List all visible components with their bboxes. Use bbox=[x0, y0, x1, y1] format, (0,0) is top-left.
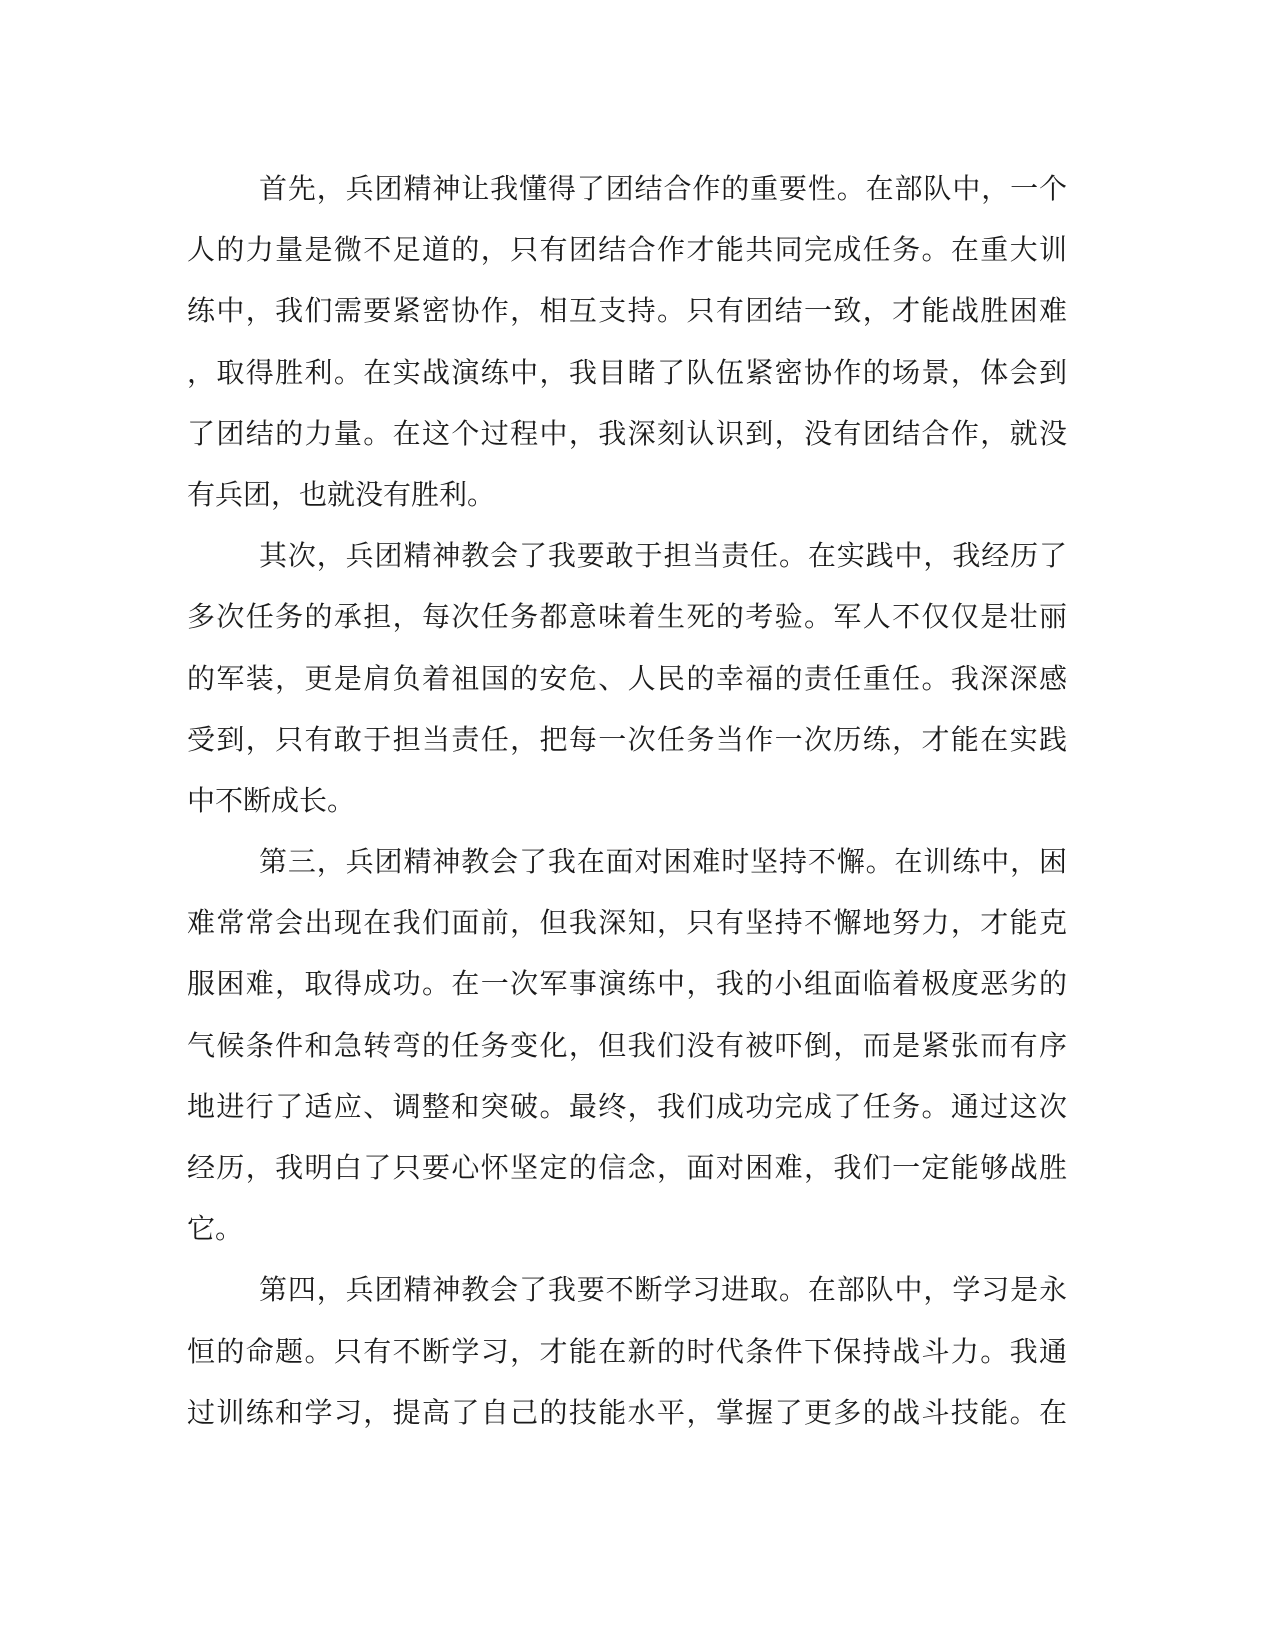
text-line: 有兵团，也就没有胜利。 bbox=[187, 477, 496, 511]
paragraph-4 bbox=[187, 1259, 1067, 1443]
text-line: 了团结的力量。在这个过程中，我深刻认识到，没有团结合作，就没 bbox=[187, 416, 1067, 450]
text-line: 人的力量是微不足道的，只有团结合作才能共同完成任务。在重大训 bbox=[187, 233, 1067, 267]
text-line: 恒的命题。只有不断学习，才能在新的时代条件下保持战斗力。我通 bbox=[187, 1334, 1067, 1368]
text-line: 经历，我明白了只要心怀坚定的信念，面对困难，我们一定能够战胜 bbox=[187, 1151, 1067, 1184]
paragraph-1 bbox=[187, 158, 1067, 525]
text-line: 过训练和学习，提高了自己的技能水平，掌握了更多的战斗技能。在 bbox=[187, 1395, 1067, 1429]
text-line: 它。 bbox=[187, 1212, 244, 1246]
text-line: 其次，兵团精神教会了我要敢于担当责任。在实践中，我经历了 bbox=[259, 539, 1067, 573]
text-line: 难常常会出现在我们面前，但我深知，只有坚持不懈地努力，才能克 bbox=[187, 906, 1067, 940]
paragraph-3 bbox=[187, 831, 1067, 1259]
text-line: 气候条件和急转弯的任务变化，但我们没有被吓倒，而是紧张而有序 bbox=[187, 1028, 1067, 1062]
text-line: 受到，只有敢于担当责任，把每一次任务当作一次历练，才能在实践 bbox=[187, 722, 1067, 756]
text-line: 第三，兵团精神教会了我在面对困难时坚持不懈。在训练中，困 bbox=[259, 845, 1067, 879]
text-line: 地进行了适应、调整和突破。最终，我们成功完成了任务。通过这次 bbox=[187, 1089, 1067, 1123]
document-body bbox=[187, 158, 1067, 1443]
text-line: 第四，兵团精神教会了我要不断学习进取。在部队中，学习是永 bbox=[259, 1273, 1067, 1307]
text-line: 多次任务的承担，每次任务都意味着生死的考验。军人不仅仅是壮丽 bbox=[187, 600, 1067, 634]
text-line: 服困难，取得成功。在一次军事演练中，我的小组面临着极度恶劣的 bbox=[187, 967, 1067, 1001]
paragraph-2 bbox=[187, 525, 1067, 831]
text-line: 中不断成长。 bbox=[187, 783, 356, 817]
text-line: ，取得胜利。在实战演练中，我目睹了队伍紧密协作的场景，体会到 bbox=[187, 355, 1067, 389]
text-line: 首先，兵团精神让我懂得了团结合作的重要性。在部队中，一个 bbox=[259, 172, 1067, 205]
text-line: 练中，我们需要紧密协作，相互支持。只有团结一致，才能战胜困难 bbox=[187, 294, 1067, 328]
text-line: 的军装，更是肩负着祖国的安危、人民的幸福的责任重任。我深深感 bbox=[187, 661, 1067, 695]
